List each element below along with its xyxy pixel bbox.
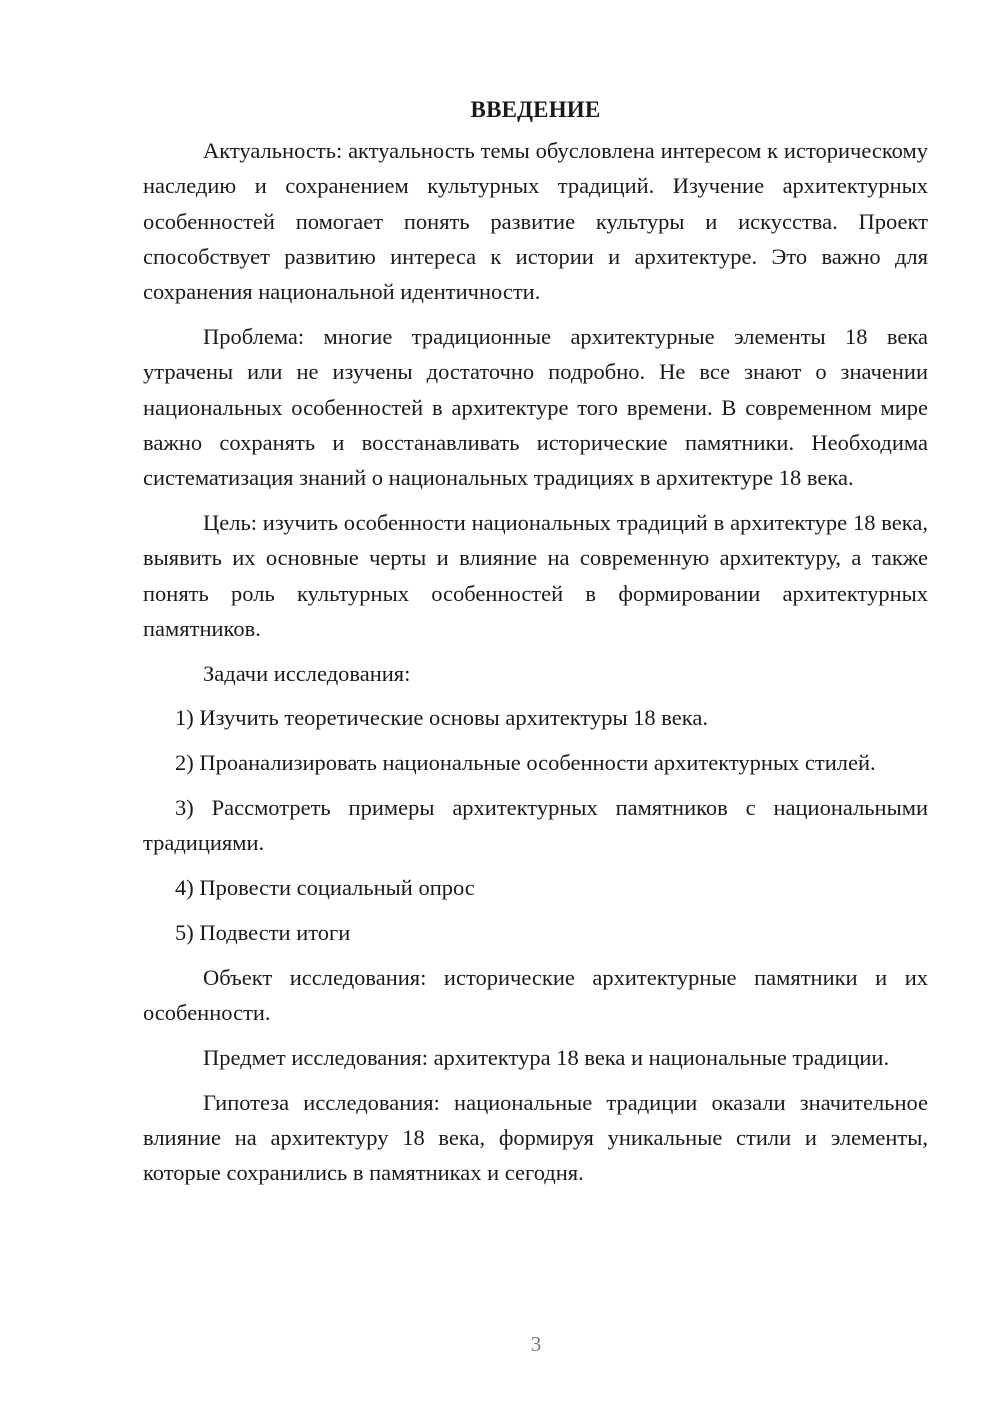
paragraph-tasks-title: Задачи исследования: <box>203 660 411 686</box>
paragraph-problem: Проблема: многие традиционные архитектурные элементы 18 века утрачены или не изучены достаточно подробно. Не все знают о значении национальных особенностей в архитектуре того времени. В современном мире важно сохранять и восстанавливать исторические памятники. Необходима систематизация знаний о национальных традициях в архитектуре 18 века. <box>143 323 928 491</box>
task-item-4: 4) Провести социальный опрос <box>175 875 475 901</box>
document-page <box>143 92 928 1191</box>
paragraph-subject: Предмет исследования: архитектура 18 века и национальные традиции. <box>203 1044 890 1070</box>
paragraph-object: Объект исследования: исторические архитектурные памятники и их особенности. <box>143 964 928 1026</box>
page-number: 3 <box>530 1332 542 1356</box>
paragraph-hypothesis: Гипотеза исследования: национальные традиции оказали значительное влияние на архитектуру 18 века, формируя уникальные стили и элементы, которые сохранились в памятниках и сегодня. <box>143 1089 928 1186</box>
section-heading: ВВЕДЕНИЕ <box>470 97 601 122</box>
task-item-3: 3) Рассмотреть примеры архитектурных памятников с национальными традициями. <box>143 795 928 856</box>
paragraph-goal: Цель: изучить особенности национальных традиций в архитектуре 18 века, выявить их основные черты и влияние на современную архитектуру, а также понять роль культурных особенностей в формировании архитектурных памятников. <box>143 509 928 641</box>
task-item-5: 5) Подвести итоги <box>175 919 351 945</box>
task-item-2: 2) Проанализировать национальные особенности архитектурных стилей. <box>175 750 876 776</box>
paragraph-relevance: Актуальность: актуальность темы обусловлена интересом к историческому наследию и сохранением культурных традиций. Изучение архитектурных особенностей помогает понять развитие культуры и искусства. Проект способствует развитию интереса к истории и архитектуре. Это важно для сохранения национальной идентичности. <box>143 138 928 305</box>
task-item-1: 1) Изучить теоретические основы архитектуры 18 века. <box>175 705 708 731</box>
